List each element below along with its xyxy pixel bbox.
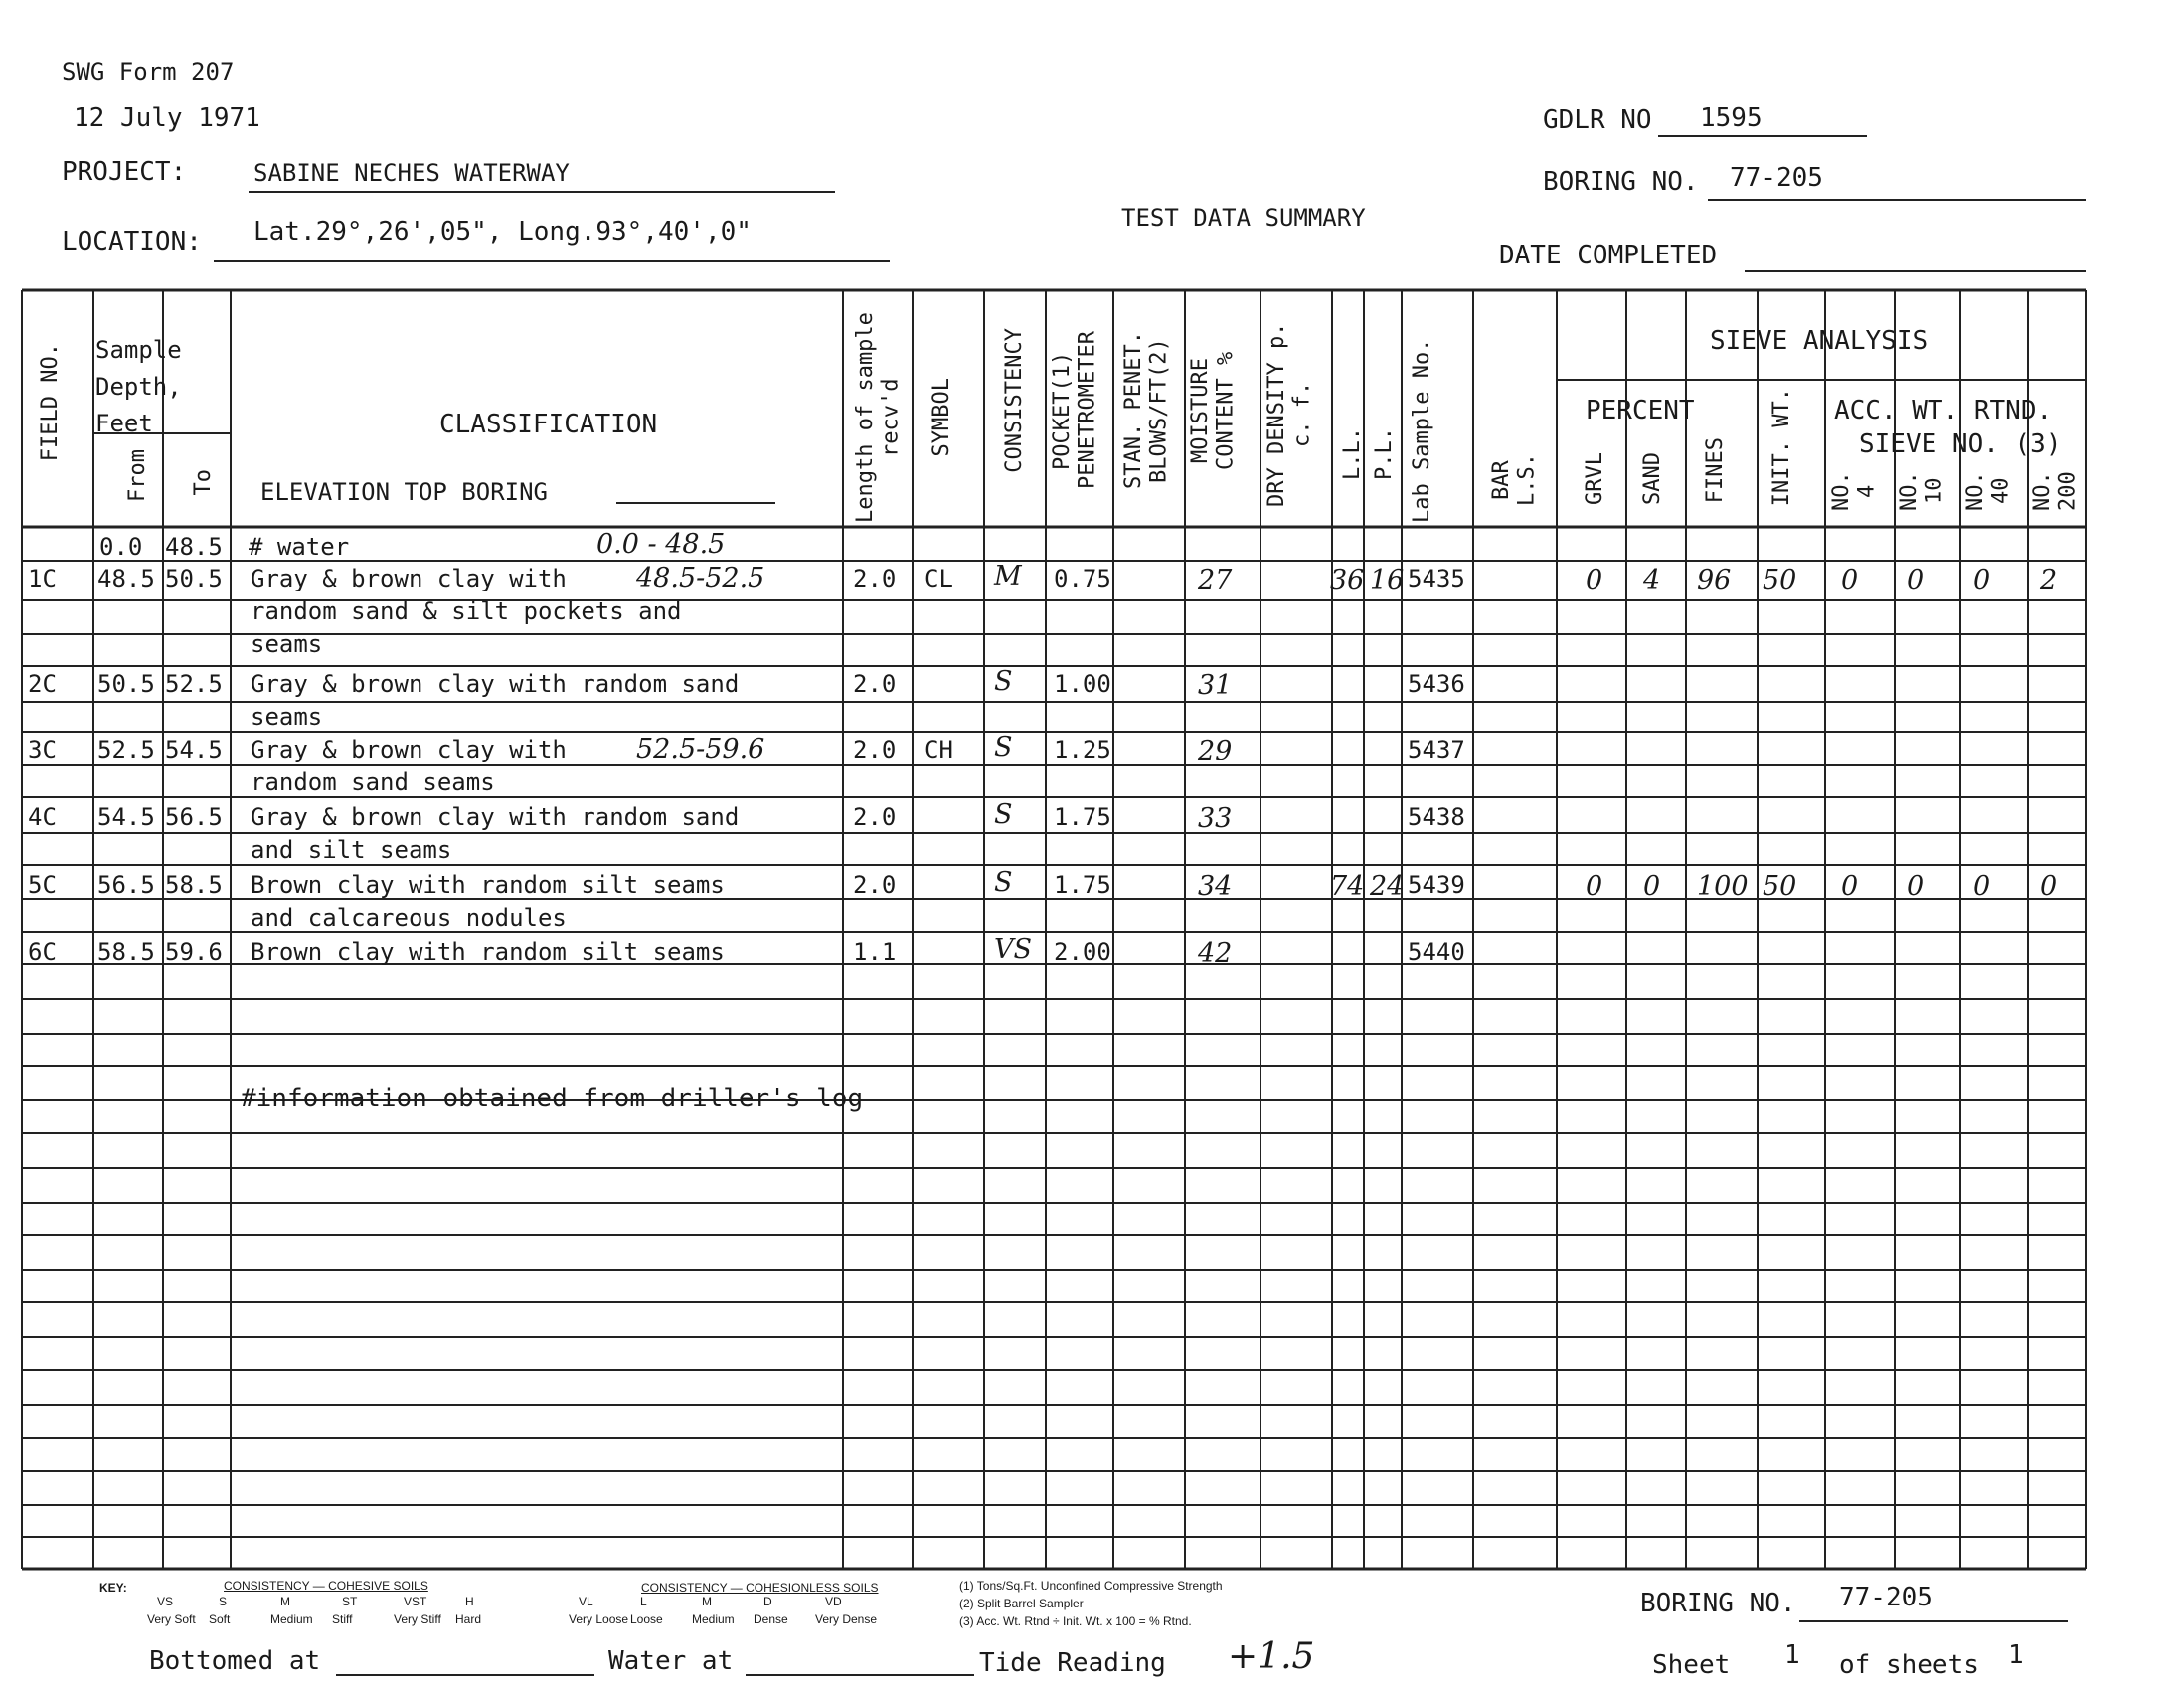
form-date: 12 July 1971 [74, 103, 260, 133]
header-sieve-no: SIEVE NO. (3) [1859, 429, 2062, 459]
sample-field-no: 3C [28, 736, 57, 763]
sample-depth-to: 58.5 [165, 871, 223, 899]
header-pocket: POCKET(1) PENETROMETER [1050, 331, 1100, 490]
sample-symbol: CH [924, 736, 953, 763]
header-sieve-analysis: SIEVE ANALYSIS [1710, 326, 1929, 356]
key-meaning: Dense [754, 1612, 788, 1626]
bottomed-label: Bottomed at [149, 1646, 321, 1676]
sample-length: 2.0 [853, 871, 897, 899]
sample-classification-line: Brown clay with random silt seams [251, 938, 725, 966]
header-dry-density: DRY DENSITY p. c. f. [1264, 322, 1315, 507]
sample-classification-line: random sand seams [251, 768, 495, 796]
header-length: Length of sample recv'd [853, 312, 904, 523]
key-cohesive-title: CONSISTENCY — COHESIVE SOILS [224, 1579, 428, 1593]
sample-classification-line: seams [251, 630, 323, 658]
tide-value: +1.5 [1228, 1636, 1315, 1677]
sample-depth-from: 56.5 [97, 871, 155, 899]
sample-classification-line: and silt seams [251, 836, 452, 864]
project-label: PROJECT: [62, 157, 187, 187]
sample-length: 2.0 [853, 803, 897, 831]
header-from: From [125, 449, 150, 502]
sample-depth-to: 52.5 [165, 670, 223, 698]
date-completed-label: DATE COMPLETED [1499, 241, 1718, 270]
sample-length: 2.0 [853, 736, 897, 763]
key-meaning: Very Dense [815, 1612, 878, 1626]
sample-classification-line: random sand & silt pockets and [251, 597, 682, 625]
key-note-1: (1) Tons/Sq.Ft. Unconfined Compressive Strength [959, 1579, 1223, 1593]
sample-sieve-no40: 0 [1973, 871, 1991, 902]
sample-sieve-no4: 0 [1841, 871, 1859, 902]
sample-sieve-no10: 0 [1907, 565, 1925, 595]
sample-sieve-no10: 0 [1907, 871, 1925, 902]
sample-pocket-penetrometer: 1.25 [1054, 736, 1111, 763]
sample-field-no: 4C [28, 803, 57, 831]
gdlr-label: GDLR NO [1543, 105, 1652, 135]
water-at-underline [746, 1674, 974, 1676]
key-code: VST [404, 1595, 427, 1608]
header-sample-depth: Sample Depth, Feet [95, 336, 182, 437]
page-title: TEST DATA SUMMARY [1121, 204, 1366, 232]
sample-moisture: 29 [1198, 736, 1233, 766]
sample-lab-number: 5436 [1408, 670, 1465, 698]
sample-length: 2.0 [853, 565, 897, 592]
sample-field-no: 6C [28, 938, 57, 966]
sample-lab-number: 5439 [1408, 871, 1465, 899]
water-at-label: Water at [608, 1646, 734, 1676]
boring-number: 77-205 [1730, 163, 1823, 193]
sample-depth-to: 59.6 [165, 938, 223, 966]
sample-moisture: 42 [1198, 938, 1233, 969]
key-meaning: Medium [692, 1612, 735, 1626]
key-cohesionless-title: CONSISTENCY — COHESIONLESS SOILS [641, 1581, 879, 1595]
header-no4: NO. 4 [1829, 471, 1880, 511]
header-field-no: FIELD NO. [38, 343, 63, 462]
key-meaning: Stiff [332, 1612, 353, 1626]
sample-depth-from: 54.5 [97, 803, 155, 831]
key-code: M [702, 1595, 712, 1608]
sample-depth-from: 52.5 [97, 736, 155, 763]
sample-pocket-penetrometer: 0.75 [1054, 565, 1111, 592]
sample-sieve-no200: 2 [2040, 565, 2058, 595]
sample-length: 2.0 [853, 670, 897, 698]
header-lab-sample: Lab Sample No. [1410, 338, 1434, 523]
sample-moisture: 31 [1198, 670, 1233, 701]
key-code: ST [342, 1595, 358, 1608]
sample-sieve-grvl: 0 [1586, 565, 1603, 595]
sample-length: 1.1 [853, 938, 897, 966]
sample-consistency: S [994, 799, 1013, 830]
gdlr-number: 1595 [1700, 103, 1763, 133]
sample-symbol: CL [924, 565, 953, 592]
water-from: 0.0 [99, 533, 143, 561]
boring-label: BORING NO. [1543, 167, 1699, 197]
header-stan: STAN. PENET. BLOWS/FT(2) [1121, 331, 1172, 490]
sheet-label: Sheet [1652, 1650, 1731, 1680]
key-note-2: (2) Split Barrel Sampler [959, 1597, 1084, 1610]
sample-lab-number: 5438 [1408, 803, 1465, 831]
driller-log-footnote: #information obtained from driller's log [241, 1084, 864, 1113]
sample-classification-line: and calcareous nodules [251, 904, 567, 931]
key-meaning: Loose [630, 1612, 663, 1626]
location-label: LOCATION: [62, 227, 202, 256]
footer-boring-number: 77-205 [1839, 1583, 1932, 1612]
key-meaning: Very Stiff [394, 1612, 441, 1626]
sample-pocket-penetrometer: 1.75 [1054, 803, 1111, 831]
key-code: M [280, 1595, 290, 1608]
sample-lab-number: 5440 [1408, 938, 1465, 966]
sample-sieve-sand: 4 [1643, 565, 1661, 595]
sample-classification-line: Gray & brown clay with [251, 736, 567, 763]
sample-lab-number: 5437 [1408, 736, 1465, 763]
key-meaning: Medium [270, 1612, 313, 1626]
sample-depth-note: 52.5-59.6 [636, 734, 765, 764]
tide-label: Tide Reading [979, 1648, 1166, 1678]
header-elevation: ELEVATION TOP BORING [260, 478, 548, 506]
key-code: S [219, 1595, 228, 1608]
key-code: VD [825, 1595, 842, 1608]
sample-classification-line: seams [251, 703, 323, 731]
header-pl: P.L. [1372, 427, 1397, 480]
sample-pocket-penetrometer: 1.00 [1054, 670, 1111, 698]
sample-moisture: 33 [1198, 803, 1233, 834]
sample-sieve-sand: 0 [1643, 871, 1661, 902]
water-depth-note: 0.0 - 48.5 [596, 529, 726, 560]
sample-plastic-limit: 24 [1370, 871, 1405, 902]
header-percent: PERCENT [1586, 396, 1695, 425]
sample-field-no: 2C [28, 670, 57, 698]
elevation-underline [616, 502, 775, 504]
key-code: VL [579, 1595, 593, 1608]
header-bar-ls: BAR L.S. [1489, 453, 1540, 507]
key-code: H [465, 1595, 474, 1608]
header-symbol: SYMBOL [929, 378, 954, 457]
key-meaning: Very Soft [147, 1612, 196, 1626]
of-sheets-number: 1 [2008, 1640, 2024, 1670]
header-grvl: GRVL [1583, 452, 1607, 505]
sample-consistency: S [994, 732, 1013, 762]
form-label: SWG Form 207 [62, 58, 235, 85]
sample-depth-note: 48.5-52.5 [636, 563, 765, 593]
sample-pocket-penetrometer: 2.00 [1054, 938, 1111, 966]
header-moisture: MOISTURE CONTENT % [1188, 351, 1239, 470]
sample-liquid-limit: 74 [1330, 871, 1365, 902]
header-fines: FINES [1703, 437, 1728, 504]
sample-consistency: M [994, 561, 1022, 591]
of-sheets-label: of sheets [1839, 1650, 1979, 1680]
sheet-number: 1 [1784, 1640, 1800, 1670]
sample-consistency: S [994, 666, 1013, 697]
sample-sieve-no4: 0 [1841, 565, 1859, 595]
header-no200: NO. 200 [2030, 471, 2081, 511]
sample-depth-from: 50.5 [97, 670, 155, 698]
header-init-wt: INIT. WT. [1769, 388, 1794, 507]
sample-sieve-init: 50 [1763, 565, 1797, 595]
footer-boring-label: BORING NO. [1640, 1589, 1796, 1618]
header-no10: NO. 10 [1897, 471, 1947, 511]
sample-sieve-fines: 100 [1697, 871, 1749, 902]
header-sand: SAND [1640, 452, 1665, 505]
sample-depth-from: 58.5 [97, 938, 155, 966]
sample-classification-line: Gray & brown clay with random sand [251, 803, 740, 831]
sample-consistency: VS [994, 934, 1032, 965]
footer-boring-underline [1799, 1620, 2068, 1622]
sample-plastic-limit: 16 [1370, 565, 1405, 595]
sample-depth-from: 48.5 [97, 565, 155, 592]
sample-classification-line: Gray & brown clay with random sand [251, 670, 740, 698]
header-consistency: CONSISTENCY [1002, 328, 1027, 473]
project-name: SABINE NECHES WATERWAY [253, 159, 570, 187]
sample-consistency: S [994, 867, 1013, 898]
header-acc-wt: ACC. WT. RTND. [1834, 396, 2053, 425]
sample-classification-line: Brown clay with random silt seams [251, 871, 725, 899]
sample-moisture: 34 [1198, 871, 1233, 902]
header-to: To [191, 469, 216, 496]
sample-lab-number: 5435 [1408, 565, 1465, 592]
key-code: L [640, 1595, 647, 1608]
key-note-3: (3) Acc. Wt. Rtnd ÷ Init. Wt. x 100 = % Rtnd. [959, 1614, 1192, 1628]
sample-pocket-penetrometer: 1.75 [1054, 871, 1111, 899]
key-meaning: Hard [455, 1612, 482, 1626]
sample-sieve-fines: 96 [1697, 565, 1732, 595]
key-meaning: Very Loose [569, 1612, 629, 1626]
header-ll: L.L. [1340, 427, 1365, 480]
key-code: D [763, 1595, 772, 1608]
sample-depth-to: 56.5 [165, 803, 223, 831]
sample-depth-to: 50.5 [165, 565, 223, 592]
sample-field-no: 5C [28, 871, 57, 899]
sample-sieve-no40: 0 [1973, 565, 1991, 595]
sample-sieve-init: 50 [1763, 871, 1797, 902]
header-classification: CLASSIFICATION [439, 410, 658, 439]
sample-liquid-limit: 36 [1330, 565, 1365, 595]
sample-classification-line: Gray & brown clay with [251, 565, 567, 592]
header-no40: NO. 40 [1963, 471, 2014, 511]
sample-depth-to: 54.5 [165, 736, 223, 763]
sample-moisture: 27 [1198, 565, 1233, 595]
water-to: 48.5 [165, 533, 223, 561]
key-label: KEY: [99, 1581, 127, 1595]
sample-sieve-grvl: 0 [1586, 871, 1603, 902]
bottomed-underline [336, 1674, 594, 1676]
key-meaning: Soft [209, 1612, 231, 1626]
sample-sieve-no200: 0 [2040, 871, 2058, 902]
location-value: Lat.29°,26',05", Long.93°,40',0" [253, 217, 752, 247]
sample-field-no: 1C [28, 565, 57, 592]
key-code: VS [157, 1595, 174, 1608]
water-classification: # water [249, 533, 350, 561]
